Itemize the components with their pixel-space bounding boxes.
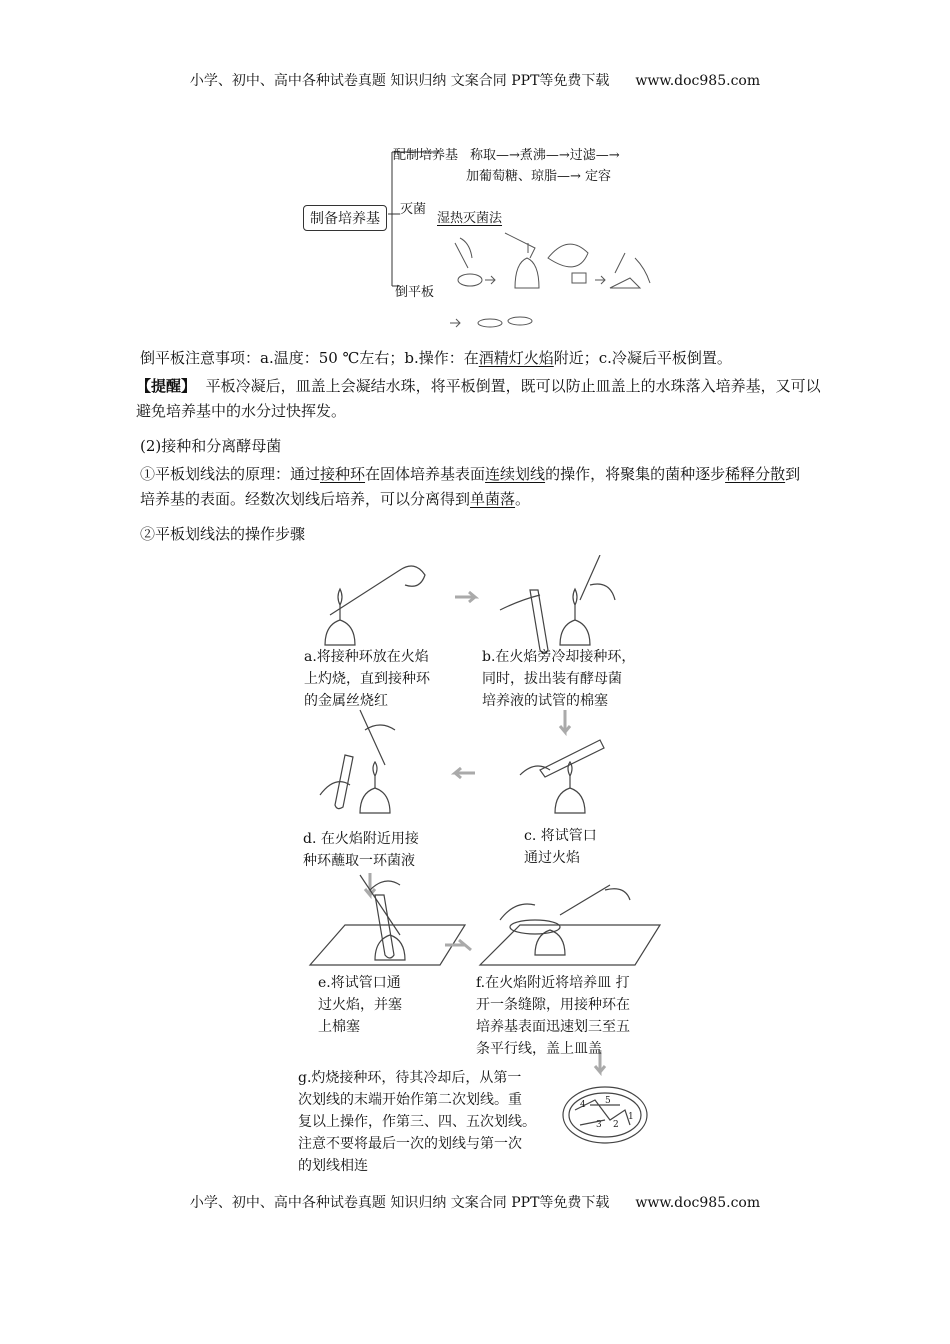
concept-branch-1-row1: 称取—→煮沸—→过滤—→	[470, 148, 620, 163]
tip-paragraph	[136, 374, 826, 424]
footer-text: 小学、初中、高中各种试卷真题 知识归纳 文案合同 PPT等免费下载	[189, 1195, 610, 1211]
step-a-line: a.将接种环放在火焰	[304, 649, 429, 665]
step-f-line: 培养基表面迅速划三至五	[476, 1019, 630, 1035]
concept-branch-1-row2: 加葡萄糖、琼脂—→ 定容	[466, 169, 612, 184]
step-g-line: g.灼烧接种环，待其冷却后，从第一	[298, 1070, 522, 1086]
step-c-caption	[524, 825, 597, 869]
dish-number-3: 3	[596, 1120, 602, 1130]
dish-number-4: 4	[580, 1100, 586, 1110]
step-g-line: 复以上操作，作第三、四、五次划线。	[298, 1114, 536, 1130]
concept-branch-2: 灭菌	[400, 202, 427, 217]
principle-part-1: ①平板划线法的原理：通过	[140, 465, 321, 483]
step-f-line: f.在火焰附近将培养皿 打	[476, 975, 630, 991]
step-a-line: 上灼烧，直到接种环	[304, 671, 430, 687]
step-d-line: 种环蘸取一环菌液	[303, 853, 415, 869]
tip-text: 平板冷凝后，皿盖上会凝结水珠，将平板倒置，既可以防止皿盖上的水珠落入培养基，又可以避免培养基中的水分过快挥发。	[136, 377, 821, 420]
steps-title: ②平板划线法的操作步骤	[140, 525, 306, 543]
step-c-line: c. 将试管口	[524, 828, 597, 844]
concept-root: 制备培养基	[303, 205, 387, 231]
principle-paragraph	[140, 462, 812, 512]
step-f-line: 开一条缝隙，用接种环在	[476, 997, 630, 1013]
step-d-caption	[303, 828, 419, 872]
principle-u4: 单菌落	[470, 490, 516, 508]
tip-label: 【提醒】	[136, 377, 197, 395]
step-g-caption	[298, 1067, 536, 1177]
pour-plate-notes	[140, 347, 732, 368]
step-f-sketch	[480, 885, 660, 965]
concept-branch-2-detail: 湿热灭菌法	[437, 211, 503, 226]
step-g-line: 的划线相连	[298, 1158, 368, 1174]
step-c-sketch	[520, 740, 604, 813]
dish-number-1: 1	[628, 1112, 634, 1122]
step-e-sketch	[310, 875, 465, 965]
step-g-line: 次划线的末端开始作第二次划线。重	[298, 1092, 522, 1108]
notes-suffix: 附近；c.冷凝后平板倒置。	[553, 349, 732, 367]
footer-site: www.doc985.com	[635, 1195, 761, 1211]
principle-u2: 连续划线	[485, 465, 546, 483]
dish-number-2: 2	[613, 1120, 619, 1130]
step-e-line: e.将试管口通	[318, 975, 401, 991]
step-b-line: 培养液的试管的棉塞	[482, 693, 608, 709]
concept-branch-1: 配制培养基	[393, 148, 459, 163]
principle-u1: 接种环	[320, 465, 366, 483]
step-f-caption	[476, 972, 630, 1060]
step-d-line: d. 在火焰附近用接	[303, 831, 419, 847]
step-e-caption	[318, 972, 402, 1038]
step-d-sketch	[320, 710, 395, 813]
page-footer	[0, 1192, 950, 1212]
step-g-line: 注意不要将最后一次的划线与第一次	[298, 1136, 522, 1152]
principle-part-3: 的操作，将聚集的菌种逐步	[545, 465, 726, 483]
step-b-line: 同时，拔出装有酵母菌	[482, 671, 622, 687]
step-b-caption	[482, 646, 635, 712]
step-e-line: 过火焰，并塞	[318, 997, 402, 1013]
step-c-line: 通过火焰	[524, 850, 580, 866]
header-site: www.doc985.com	[635, 73, 761, 89]
step-a-sketch	[325, 566, 425, 645]
notes-prefix: 倒平板注意事项：a.温度：50 ℃左右；b.操作：在	[140, 349, 479, 367]
notes-underlined: 酒精灯火焰	[478, 349, 554, 367]
header-text: 小学、初中、高中各种试卷真题 知识归纳 文案合同 PPT等免费下载	[189, 73, 610, 89]
concept-branch-3: 倒平板	[395, 285, 435, 300]
principle-u3b: 释分散	[740, 465, 786, 483]
step-b-line: b.在火焰旁冷却接种环，	[482, 649, 636, 665]
principle-part-4: 到培养基的表面。经数次划线后培养，可以分离得到	[140, 465, 801, 508]
principle-u3a: 稀	[725, 465, 741, 483]
pour-plate-sketch	[450, 233, 650, 327]
step-f-line: 条平行线，盖上皿盖	[476, 1041, 602, 1057]
dish-number-5: 5	[605, 1096, 611, 1106]
section-heading: (2)接种和分离酵母菌	[140, 437, 282, 455]
step-b-sketch	[500, 555, 615, 653]
principle-part-2: 在固体培养基表面	[365, 465, 486, 483]
step-a-line: 的金属丝烧红	[304, 693, 388, 709]
principle-part-5: 。	[515, 490, 531, 508]
step-a-caption	[304, 646, 430, 712]
step-e-line: 上棉塞	[318, 1019, 360, 1035]
page-header	[0, 70, 950, 90]
